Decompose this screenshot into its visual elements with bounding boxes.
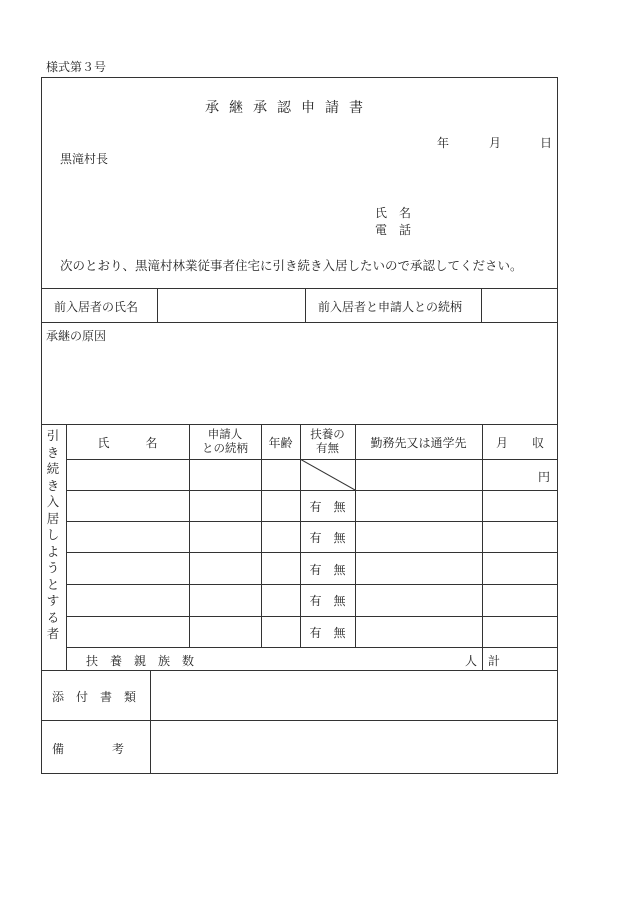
total-label: 計 (488, 654, 501, 668)
header-dependent-line1: 扶養の (310, 427, 345, 441)
form-title: 承継承認申請書 (205, 100, 373, 116)
divider (355, 424, 356, 647)
divider (41, 322, 558, 323)
remarks-label: 備 考 (52, 742, 125, 756)
form-number: 様式第３号 (46, 60, 107, 74)
dependent-option: 有 無 (309, 563, 346, 577)
header-relation-line2: との続柄 (202, 441, 248, 455)
divider (157, 288, 158, 322)
table-row (66, 647, 558, 648)
divider (66, 424, 67, 670)
header-income: 月 収 (495, 436, 544, 450)
occupants-side-label: 引き続き入居しようとする者 (46, 428, 60, 641)
applicant-name-label: 氏 名 (375, 206, 412, 220)
header-relation-line1: 申請人 (207, 427, 243, 441)
attachments-label: 添 付 書 類 (52, 690, 137, 704)
table-row (66, 584, 558, 585)
table-row (66, 521, 558, 522)
divider (150, 670, 151, 774)
divider (189, 424, 190, 647)
dependent-option: 有 無 (309, 531, 346, 545)
date-year-label: 年 (437, 136, 450, 150)
divider (481, 288, 482, 322)
dependent-relatives-label: 扶 養 親 族 数 (86, 654, 195, 668)
diagonal-slash (300, 459, 355, 490)
applicant-phone-label: 電 話 (375, 223, 412, 237)
persons-unit: 人 (465, 654, 478, 668)
header-name: 氏 名 (97, 436, 158, 450)
addressee: 黒滝村長 (60, 152, 109, 166)
table-row (66, 552, 558, 553)
date-month-label: 月 (489, 136, 502, 150)
previous-occupant-name-label: 前入居者の氏名 (54, 300, 139, 314)
dependent-option: 有 無 (309, 500, 346, 514)
header-age: 年齢 (268, 436, 293, 450)
table-row (66, 490, 558, 491)
relationship-to-previous-label: 前入居者と申請人との続柄 (318, 300, 463, 314)
yen-unit: 円 (538, 470, 551, 484)
dependent-option: 有 無 (309, 594, 346, 608)
succession-reason-label: 承継の原因 (46, 329, 107, 343)
divider (482, 424, 483, 670)
request-text: 次のとおり、黒滝村林業従事者住宅に引き続き入居したいので承認してください。 (60, 258, 523, 273)
date-day-label: 日 (540, 136, 553, 150)
divider (41, 670, 558, 671)
table-row (66, 616, 558, 617)
header-workplace: 勤務先又は通学先 (370, 436, 467, 450)
dependent-option: 有 無 (309, 626, 346, 640)
header-dependent-line2: 有無 (316, 441, 339, 455)
divider (305, 288, 306, 322)
divider (261, 424, 262, 647)
divider (41, 720, 558, 721)
